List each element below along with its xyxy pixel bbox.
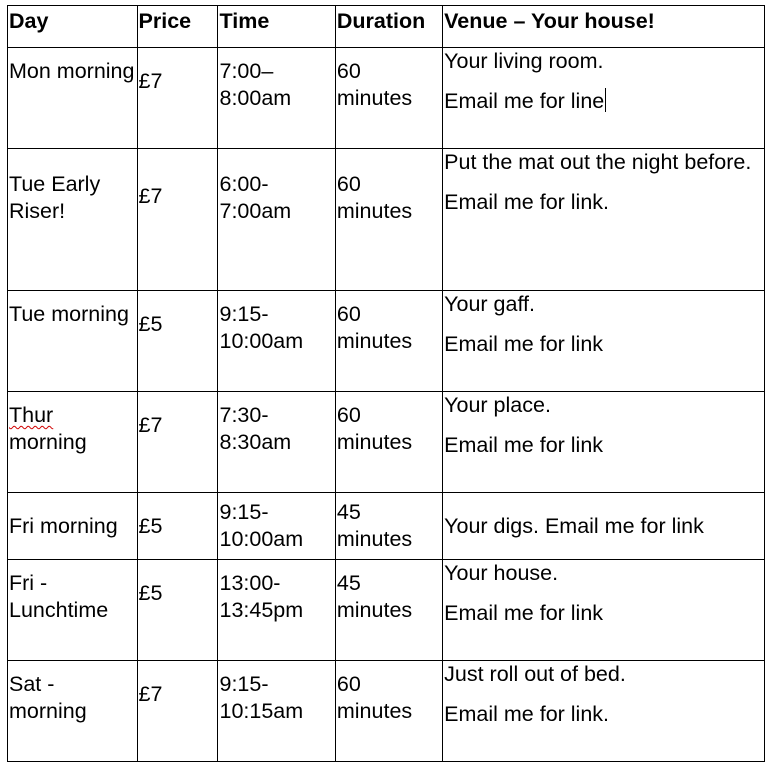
table-row (8, 493, 765, 560)
table-row (8, 291, 765, 392)
header-venue: Venue – Your house! (443, 6, 765, 48)
day-cell[interactable]: Tue morning (8, 291, 138, 392)
time-cell[interactable]: 7:30-8:30am (218, 392, 335, 493)
venue-line: Put the mat out the night before. (444, 150, 752, 174)
duration-cell[interactable]: 60 minutes (335, 392, 442, 493)
duration-cell[interactable]: 60 minutes (335, 149, 442, 291)
table-row (8, 560, 765, 661)
venue-cell[interactable] (443, 149, 765, 291)
price-cell[interactable]: £7 (137, 48, 218, 149)
day-cell[interactable]: Fri morning (8, 493, 138, 560)
table-row (8, 661, 765, 762)
header-duration: Duration (335, 6, 442, 48)
venue-line: Just roll out of bed. (444, 662, 626, 686)
venue-line: Email me for link (444, 433, 604, 457)
time-cell[interactable]: 6:00-7:00am (218, 149, 335, 291)
duration-cell[interactable]: 45 minutes (335, 493, 442, 560)
venue-cell[interactable]: Your digs. Email me for link (443, 493, 765, 560)
text-cursor (605, 88, 606, 112)
time-cell[interactable]: 13:00-13:45pm (218, 560, 335, 661)
venue-cell[interactable] (443, 291, 765, 392)
venue-line: Your house. (444, 561, 559, 585)
price-cell[interactable]: £5 (137, 493, 218, 560)
time-cell[interactable]: 9:15-10:00am (218, 291, 335, 392)
venue-line: Your gaff. (444, 292, 536, 316)
venue-line: Email me for line (444, 89, 605, 113)
spellcheck-word: Thur (9, 403, 54, 427)
day-cell[interactable]: Mon morning (8, 48, 138, 149)
duration-cell[interactable]: 60 minutes (335, 661, 442, 762)
venue-line: Your living room. (444, 49, 604, 73)
venue-cell[interactable] (443, 560, 765, 661)
table-row (8, 392, 765, 493)
duration-cell[interactable]: 60 minutes (335, 48, 442, 149)
header-time: Time (218, 6, 335, 48)
venue-cell[interactable] (443, 392, 765, 493)
header-row (8, 6, 765, 48)
venue-line: Email me for link. (444, 190, 610, 214)
price-cell[interactable]: £7 (137, 392, 218, 493)
venue-line: Email me for link (444, 332, 604, 356)
duration-cell[interactable]: 45 minutes (335, 560, 442, 661)
time-cell[interactable]: 9:15-10:15am (218, 661, 335, 762)
venue-cell[interactable] (443, 661, 765, 762)
header-day: Day (8, 6, 138, 48)
day-cell[interactable]: Thur morning (8, 392, 138, 493)
venue-line: Email me for link (444, 601, 604, 625)
header-price: Price (137, 6, 218, 48)
day-cell[interactable]: Tue Early Riser! (8, 149, 138, 291)
time-cell[interactable]: 9:15-10:00am (218, 493, 335, 560)
day-cell[interactable]: Fri - Lunchtime (8, 560, 138, 661)
price-cell[interactable]: £5 (137, 560, 218, 661)
venue-cell[interactable] (443, 48, 765, 149)
schedule-table (7, 5, 765, 762)
table-row (8, 149, 765, 291)
time-cell[interactable]: 7:00–8:00am (218, 48, 335, 149)
day-cell[interactable]: Sat - morning (8, 661, 138, 762)
venue-line: Email me for link. (444, 702, 610, 726)
duration-cell[interactable]: 60 minutes (335, 291, 442, 392)
price-cell[interactable]: £5 (137, 291, 218, 392)
table-row (8, 48, 765, 149)
price-cell[interactable]: £7 (137, 661, 218, 762)
venue-line: Your place. (444, 393, 551, 417)
price-cell[interactable]: £7 (137, 149, 218, 291)
